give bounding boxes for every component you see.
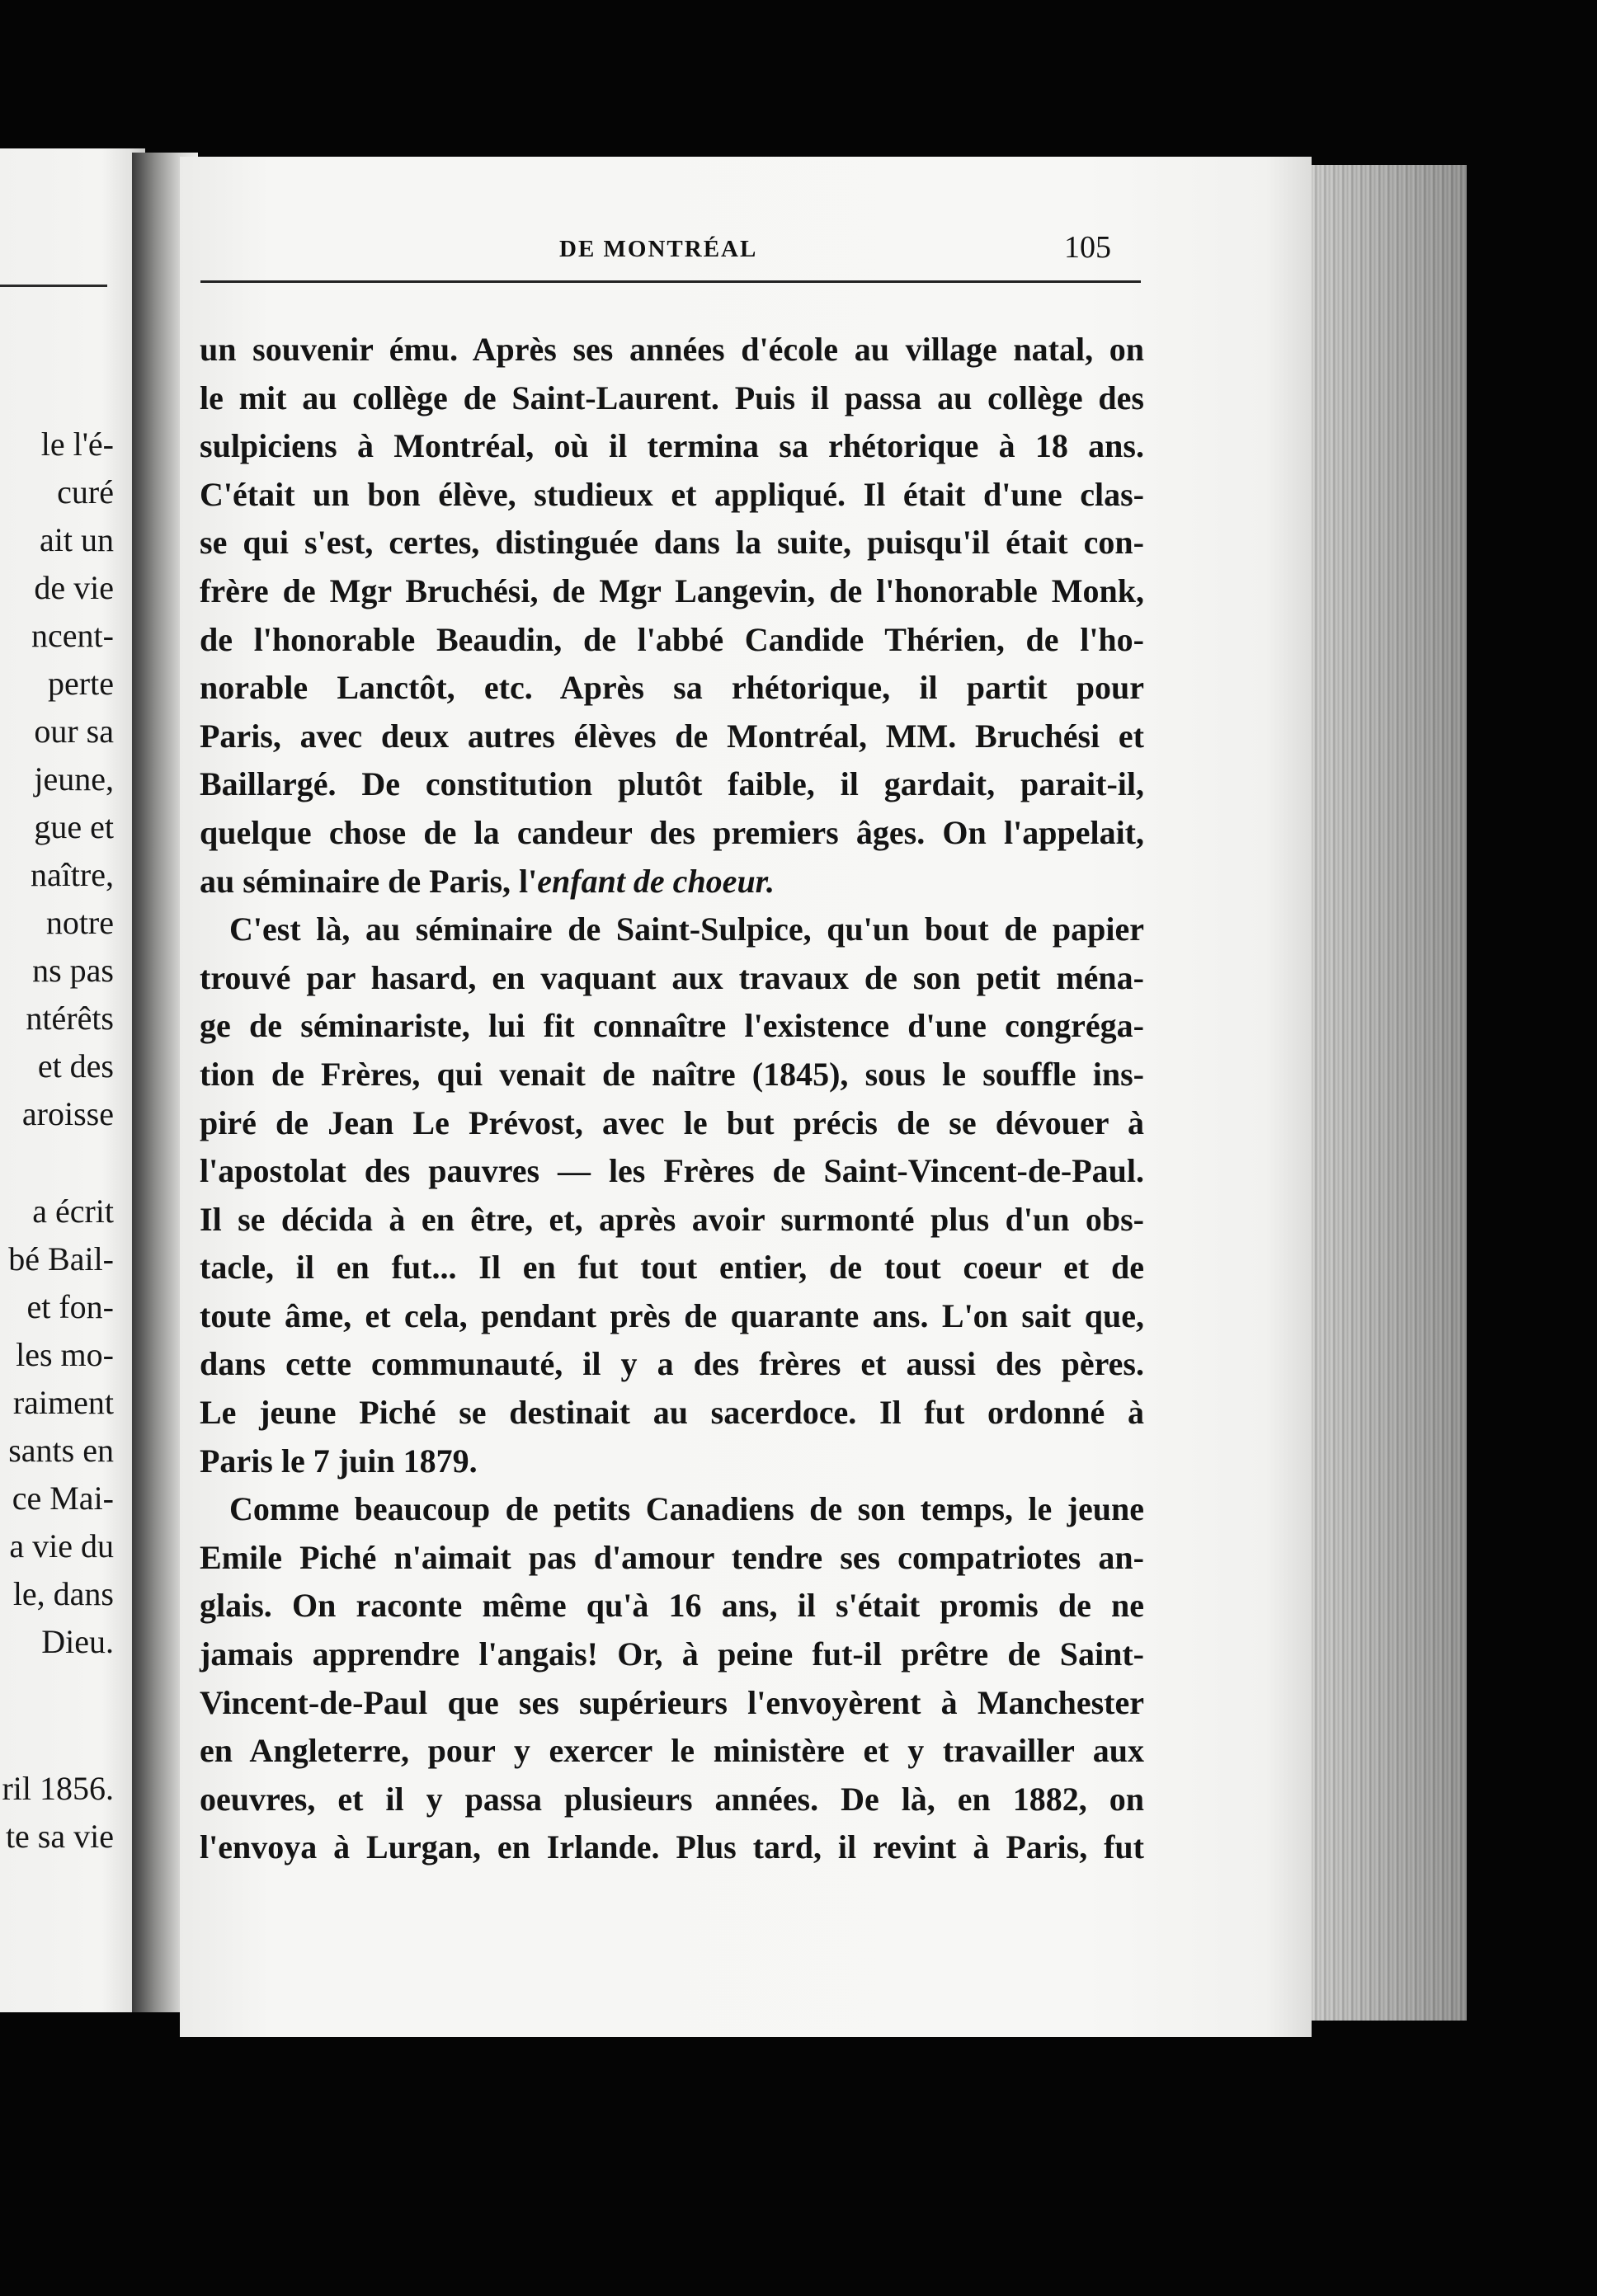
previous-page-fragment xyxy=(0,148,145,2012)
text-line: jamais apprendre l'angais! Or, à peine fut-il prêtre de Saint- xyxy=(200,1635,1144,1673)
text-line: Paris, avec deux autres élèves de Montréal, MM. Bruchési et xyxy=(200,717,1144,755)
previous-page-line: a écrit xyxy=(32,1193,114,1230)
previous-page-line: le l'é- xyxy=(40,426,114,463)
previous-page-line: ril 1856. xyxy=(2,1770,114,1807)
page-body-text xyxy=(200,326,1144,1872)
text-line: sulpiciens à Montréal, où il termina sa rhétorique à 18 ans. xyxy=(200,427,1144,465)
paragraph-end-line: Paris le 7 juin 1879. xyxy=(200,1442,478,1480)
italic-phrase: enfant de choeur. xyxy=(537,862,775,900)
text-line: frère de Mgr Bruchési, de Mgr Langevin, de l'honorable Monk, xyxy=(200,572,1144,609)
text-line: Baillargé. De constitution plutôt faible, il gardait, parait-il, xyxy=(200,765,1144,803)
text-line-start: au séminaire de Paris, l' xyxy=(200,862,538,900)
previous-page-line: ns pas xyxy=(32,952,114,989)
text-line: trouvé par hasard, en vaquant aux travaux de son petit ména- xyxy=(200,958,1144,996)
text-line: Il se décida à en être, et, après avoir surmonté plus d'un obs- xyxy=(200,1200,1144,1238)
text-line: piré de Jean Le Prévost, avec le but précis de se dévouer à xyxy=(200,1103,1144,1141)
text-line: de l'honorable Beaudin, de l'abbé Candide Thérien, de l'ho- xyxy=(200,620,1144,658)
text-line: tacle, il en fut... Il en fut tout entier, de tout coeur et de xyxy=(200,1249,1144,1287)
text-line: se qui s'est, certes, distinguée dans la suite, puisqu'il était con- xyxy=(200,524,1144,562)
text-line: oeuvres, et il y passa plusieurs années. De là, en 1882, on xyxy=(200,1780,1144,1818)
previous-page-line: notre xyxy=(45,904,114,941)
page-edges-stack xyxy=(1293,165,1467,2021)
text-line: quelque chose de la candeur des premiers âges. On l'appelait, xyxy=(200,813,1144,851)
previous-page-line: sants en xyxy=(8,1432,114,1469)
running-head-title: DE MONTRÉAL xyxy=(559,236,758,262)
previous-page-line: gue et xyxy=(34,808,114,845)
text-line: l'apostolat des pauvres — les Frères de Saint-Vincent-de-Paul. xyxy=(200,1152,1144,1190)
previous-page-line: Dieu. xyxy=(41,1623,114,1660)
text-line: Vincent-de-Paul que ses supérieurs l'envoyèrent à Manchester xyxy=(200,1683,1144,1721)
running-head-rule xyxy=(200,280,1141,283)
previous-page-line: ncent- xyxy=(31,617,114,654)
previous-page-line: et fon- xyxy=(26,1288,114,1325)
paragraph-start-line: C'est là, au séminaire de Saint-Sulpice, qu'un bout de papier xyxy=(229,910,1144,948)
text-line: ge de séminariste, lui fit connaître l'existence d'une congréga- xyxy=(200,1007,1144,1045)
previous-page-line: jeune, xyxy=(34,760,114,797)
text-line: le mit au collège de Saint-Laurent. Puis il passa au collège des xyxy=(200,379,1144,416)
text-line-with-italic xyxy=(200,858,1144,906)
text-line: toute âme, et cela, pendant près de quarante ans. L'on sait que, xyxy=(200,1296,1144,1334)
previous-page-line: naître, xyxy=(30,856,114,893)
text-line: glais. On raconte même qu'à 16 ans, il s'était promis de ne xyxy=(200,1587,1144,1625)
text-line: C'était un bon élève, studieux et appliqué. Il était d'une clas- xyxy=(200,475,1144,513)
previous-page-line: a vie du xyxy=(9,1527,114,1564)
previous-page-line: le, dans xyxy=(12,1575,114,1612)
current-page xyxy=(180,157,1312,2037)
text-line: Le jeune Piché se destinait au sacerdoce. Il fut ordonné à xyxy=(200,1394,1144,1432)
previous-page-line: perte xyxy=(48,665,114,702)
previous-page-line: de vie xyxy=(34,569,114,606)
text-line: norable Lanctôt, etc. Après sa rhétorique, il partit pour xyxy=(200,669,1144,707)
text-line: l'envoya à Lurgan, en Irlande. Plus tard, il revint à Paris, fut xyxy=(200,1828,1144,1866)
previous-page-line: raiment xyxy=(12,1384,114,1421)
previous-page-line: aroisse xyxy=(21,1095,114,1132)
previous-page-line: ce Mai- xyxy=(12,1480,114,1517)
text-line: dans cette communauté, il y a des frères et aussi des pères. xyxy=(200,1345,1144,1383)
previous-page-line: our sa xyxy=(34,713,114,750)
previous-page-line: les mo- xyxy=(16,1336,114,1373)
previous-page-line: ntérêts xyxy=(26,1000,114,1037)
page-number: 105 xyxy=(1064,230,1111,265)
text-line: en Angleterre, pour y exercer le ministère et y travailler aux xyxy=(200,1732,1144,1770)
running-head xyxy=(180,230,1312,277)
previous-page-line: bé Bail- xyxy=(8,1240,114,1277)
previous-page-head-rule xyxy=(0,285,107,287)
text-line: Emile Piché n'aimait pas d'amour tendre ses compatriotes an- xyxy=(200,1538,1144,1576)
previous-page-line: et des xyxy=(37,1047,114,1084)
previous-page-line: ait un xyxy=(40,521,114,558)
text-line: tion de Frères, qui venait de naître (1845), sous le souffle ins- xyxy=(200,1055,1144,1093)
previous-page-line: curé xyxy=(57,473,114,510)
paragraph-start-line: Comme beaucoup de petits Canadiens de son temps, le jeune xyxy=(229,1490,1144,1528)
previous-page-line: te sa vie xyxy=(5,1818,114,1855)
text-line: un souvenir ému. Après ses années d'école au village natal, on xyxy=(200,331,1144,368)
